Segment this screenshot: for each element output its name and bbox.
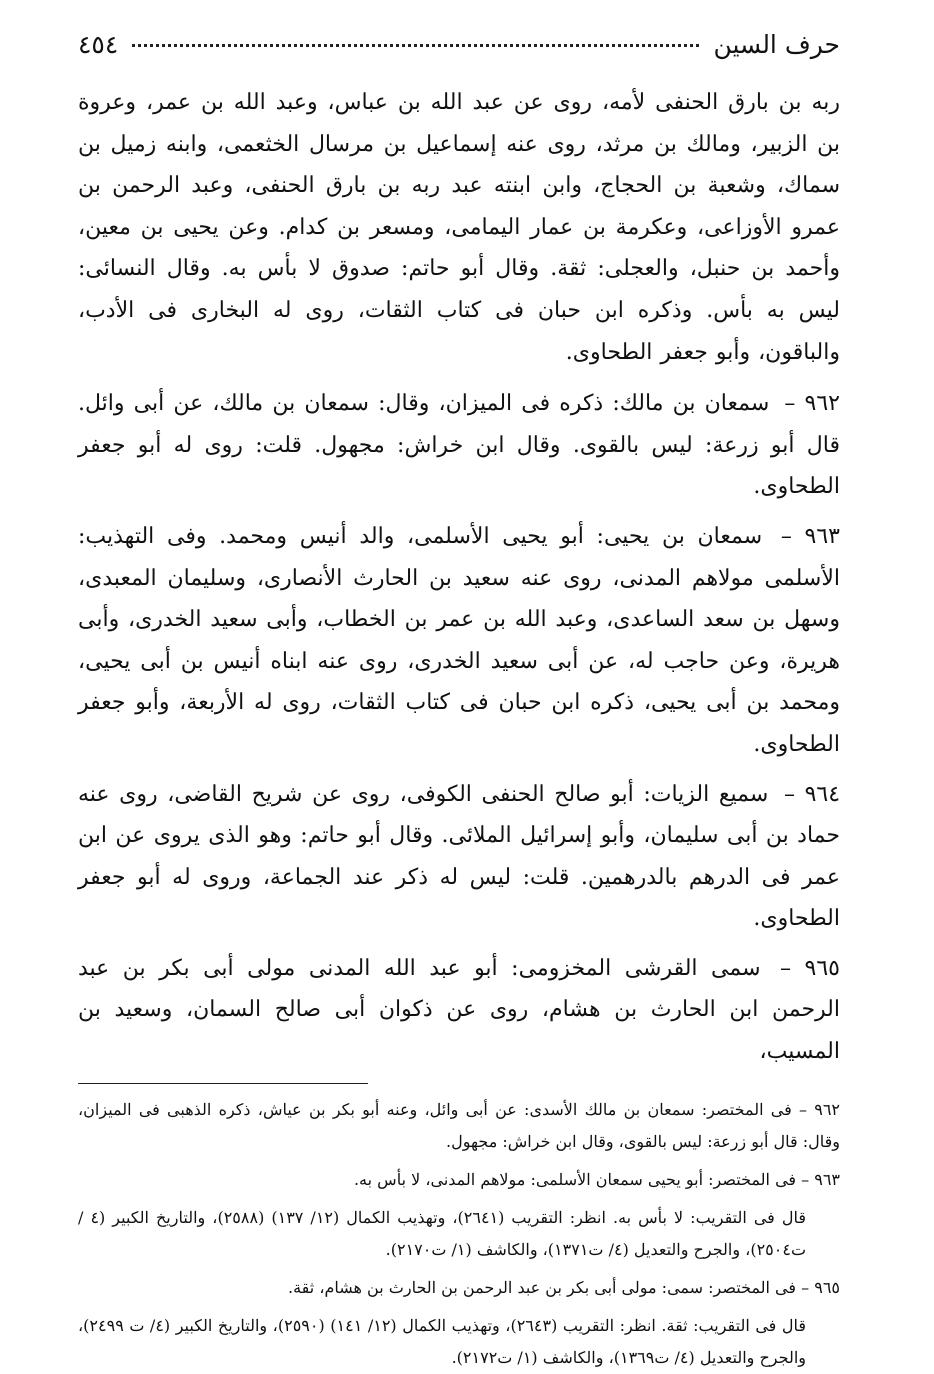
entry-text: سمى القرشى المخزومى: أبو عبد الله المدنى مولى أبى بكر بن عبد الرحمن ابن الحارث بن هشام، روى عن ذكوان أبى صالح السمان، وسعيد بن المسيب، [78, 955, 840, 1065]
header-dotted-leader [132, 44, 699, 47]
main-text [78, 82, 840, 1073]
entry-text: سمعان بن مالك: ذكره فى الميزان، وقال: سمعان بن مالك، عن أبى وائل. قال أبو زرعة: ليس بالقوى. وقال ابن خراش: مجهول. قلت: روى له أبو جعفر الطحاوى. [78, 391, 840, 500]
chapter-title: حرف السين [713, 30, 840, 59]
entry-text: سميع الزيات: أبو صالح الحنفى الكوفى، روى عن شريح القاضى، روى عنه حماد بن أبى سليمان، وأبو إسرائيل الملائى. وقال أبو حاتم: وهو الذى يروى عن ابن عمر فى الدرهم بالدرهمين. قلت: ليس له ذكر عند الجماعة، وروى له أبو جعفر الطحاوى. [78, 781, 840, 932]
footnote-965: ٩٦٥ – فى المختصر: سمى: مولى أبى بكر بن عبد الرحمن بن الحارث بن هشام، ثقة. [288, 1277, 840, 1297]
footnote-963: ٩٦٣ – فى المختصر: أبو يحيى سمعان الأسلمى: مولاهم المدنى، لا بأس به. [353, 1169, 840, 1189]
page-header [78, 30, 840, 82]
entry-number: ٩٦٤ – [783, 781, 841, 807]
entry-text: سمعان بن يحيى: أبو يحيى الأسلمى، والد أنيس ومحمد. وفى التهذيب: الأسلمى مولاهم المدنى، روى عنه سعيد بن الحارث الأنصارى، وسليمان المعبدى، وسهل بن سعد الساعدى، وعبد الله بن عمر بن الخطاب، وأبى سعيد الخدرى، وأبى هريرة، وعن حاجب له، عن أبى سعيد الخدرى، روى عنه ابناه أنيس بن أبى يحيى، ومحمد بن أبى يحيى، ذكره ابن حبان فى كتاب الثقات، روى له الأربعة، وأبو جعفر الطحاوى. [78, 523, 840, 757]
entry-962 [78, 383, 840, 508]
page-number: ٤٥٤ [78, 30, 119, 59]
paragraph-continuation [78, 82, 840, 373]
footnote-965-sources: قال فى التقريب: ثقة. انظر: التقريب (٢٦٤٣)، وتهذيب الكمال (١٢/ ١٤١) (٢٥٩٠)، والتاريخ الكبير (٤/ ت ٢٤٩٩)، والجرح والتعديل (٤/ ت١٣٦٩)، والكاشف (١/ ت٢١٧٢). [78, 1315, 807, 1367]
entry-number: ٩٦٥ – [780, 955, 840, 981]
footnote-963-sources: قال فى التقريب: لا بأس به. انظر: التقريب (٢٦٤١)، وتهذيب الكمال (١٢/ ١٣٧) (٢٥٨٨)، والتاريخ الكبير (٤ /ت٢٥٠٤)، والجرح والتعديل (٤/ ت١٣٧١)، والكاشف (١/ ت٢١٧٠). [78, 1207, 807, 1259]
entry-965 [78, 948, 840, 1073]
entry-964 [78, 774, 840, 940]
footnotes [78, 1094, 840, 1374]
footnote-divider [78, 1083, 368, 1084]
entry-number: ٩٦٣ – [780, 523, 840, 549]
paragraph-text: ربه بن بارق الحنفى لأمه، روى عن عبد الله بن عباس، وعبد الله بن عمر، وعروة بن الزبير، ومالك بن مرثد، روى عنه إسماعيل بن مرسال الخثعمى، وابنه زميل بن سماك، وشعبة بن الحجاج، وابن ابنته عبد ربه بن بارق الحنفى، وعبد الرحمن بن عمرو الأوزاعى، وعكرمة بن عمار اليمامى، ومسعر بن كدام. وعن يحيى بن معين، وأحمد بن حنبل، والعجلى: ثقة. وقال أبو حاتم: صدوق لا بأس به. وقال النسائى: ليس به بأس. وذكره ابن حبان فى كتاب الثقات، روى له البخارى فى الأدب، والباقون، وأبو جعفر الطحاوى. [78, 90, 840, 365]
entry-963 [78, 516, 840, 766]
entry-number: ٩٦٢ – [784, 391, 840, 417]
footnote-962: ٩٦٢ – فى المختصر: سمعان بن مالك الأسدى: عن أبى وائل، وعنه أبو بكر بن عياش، ذكره الذهبى فى الميزان، وقال: قال أبو زرعة: ليس بالقوى، وقال ابن خراش: مجهول. [78, 1099, 840, 1151]
document-page [78, 30, 841, 1367]
